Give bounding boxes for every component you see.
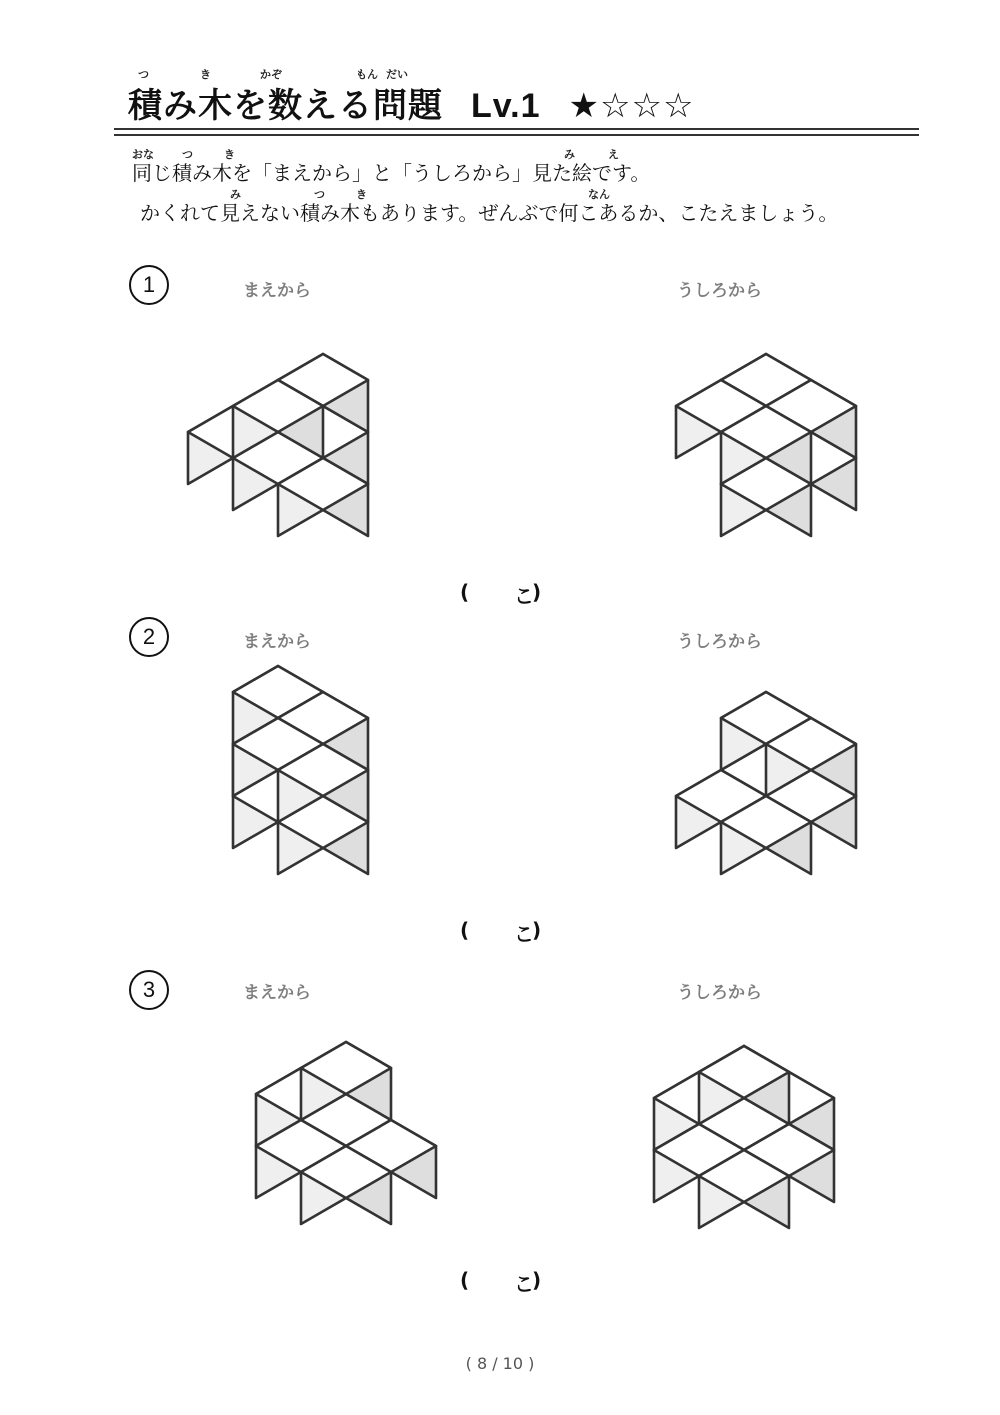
difficulty-stars: ★☆☆☆ [568, 86, 695, 126]
back-view-label-3: うしろから [677, 983, 762, 1003]
answer-unit-1: こ [514, 584, 534, 608]
ruby-mon: もん [356, 68, 378, 81]
answer-open-2: ( [460, 918, 470, 942]
ruby-ki: き [200, 68, 211, 81]
front-view-label-1: まえから [243, 281, 311, 301]
front-view-label-2: まえから [243, 632, 311, 652]
ruby-e: え [608, 148, 619, 161]
problem-number-1: 1 [129, 265, 169, 305]
title-text: 積み木を数える問題 [128, 86, 443, 126]
ruby-ona: おな [132, 148, 154, 161]
ruby-tsu: つ [138, 68, 149, 81]
answer-unit-2: こ [514, 922, 534, 946]
instruction-line-1: 同じ積み木を「まえから」と「うしろから」見た絵です。 [132, 161, 651, 185]
front-view-label-3: まえから [243, 983, 311, 1003]
back-view-label-2: うしろから [677, 632, 762, 652]
ruby-tsu3: つ [314, 188, 325, 201]
answer-close-2: ) [532, 918, 542, 942]
level-label: Lv.1 [471, 87, 541, 125]
ruby-ki3: き [356, 188, 367, 201]
problem-number-3: 3 [129, 970, 169, 1010]
answer-unit-3: こ [514, 1272, 534, 1296]
ruby-kazo: かぞ [260, 68, 282, 81]
instruction-line-2: かくれて見えない積み木もあります。ぜんぶで何こあるか、こたえましょう。 [140, 201, 839, 225]
answer-close-3: ) [532, 1268, 542, 1292]
answer-close-1: ) [532, 580, 542, 604]
answer-open-1: ( [460, 580, 470, 604]
ruby-ki2: き [224, 148, 235, 161]
ruby-nan: なん [588, 188, 610, 201]
ruby-tsu2: つ [182, 148, 193, 161]
ruby-dai: だい [386, 68, 408, 81]
ruby-mi: み [564, 148, 575, 161]
back-view-label-1: うしろから [677, 281, 762, 301]
ruby-mi2: み [230, 188, 241, 201]
answer-open-3: ( [460, 1268, 470, 1292]
page-number: ( 8 / 10 ) [465, 1354, 535, 1373]
problem-number-2: 2 [129, 617, 169, 657]
